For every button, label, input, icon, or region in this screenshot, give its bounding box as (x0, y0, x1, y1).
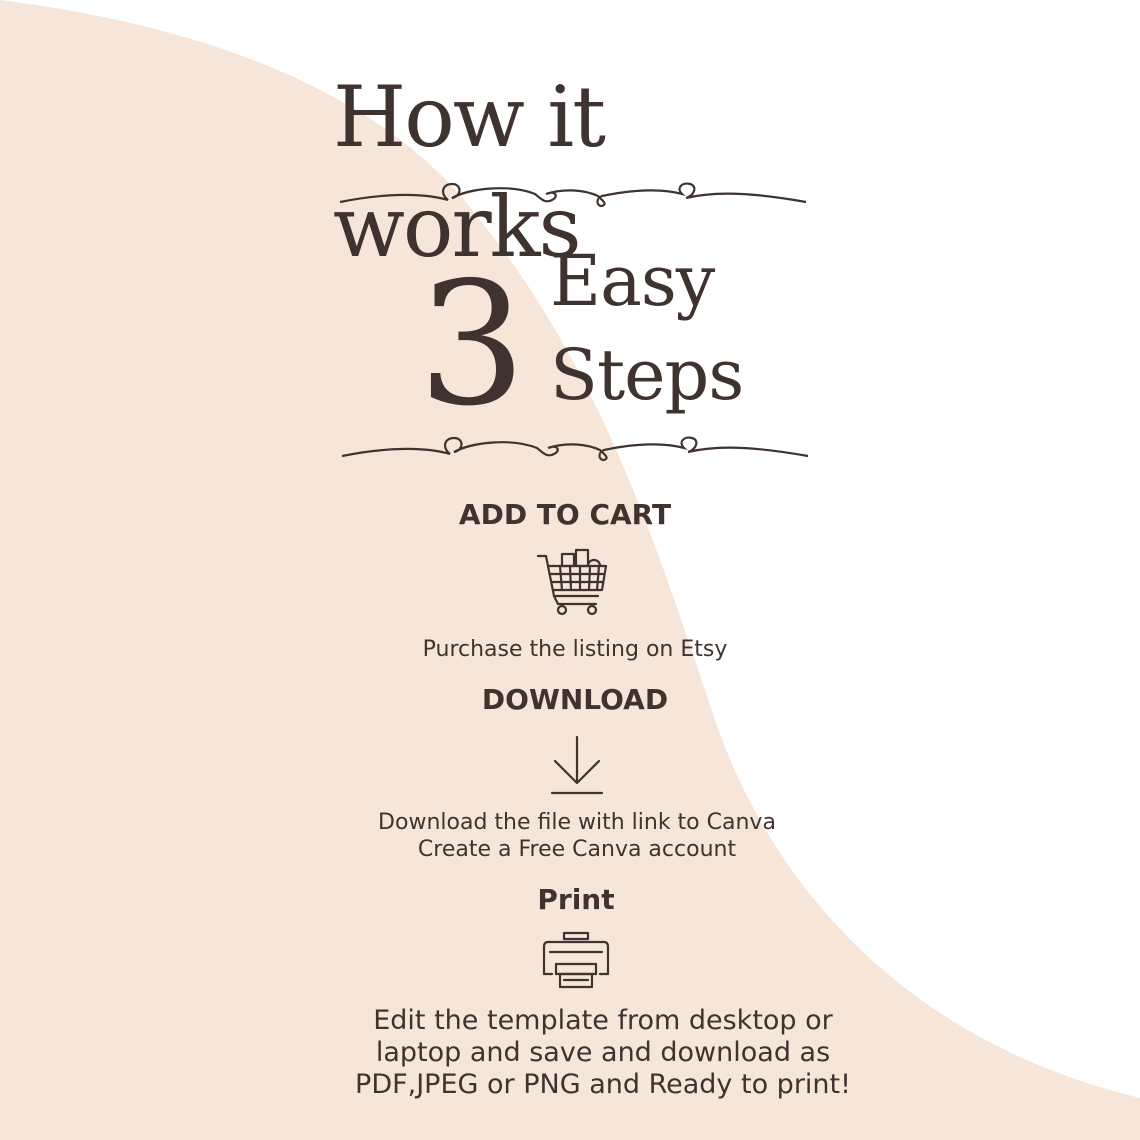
printer-icon (542, 930, 610, 990)
step-3-description-line-3: PDF,JPEG or PNG and Ready to print! (355, 1069, 851, 1100)
top-divider-ornament (340, 180, 806, 212)
download-icon (550, 735, 604, 797)
step-3-description-line-1: Edit the template from desktop or (373, 1005, 833, 1036)
page-title: How it works (333, 68, 605, 276)
steps-count-number: 3 (418, 246, 527, 444)
step-3-description-line-2: laptop and save and download as (375, 1037, 831, 1068)
step-2-description-line-2: Create a Free Canva account (417, 837, 737, 862)
shopping-cart-icon (536, 548, 610, 622)
step-1-description: Purchase the listing on Etsy (422, 637, 728, 662)
bottom-divider-ornament (342, 434, 808, 466)
step-2-description-line-1: Download the file with link to Canva (378, 810, 776, 835)
step-2-heading: DOWNLOAD (481, 683, 669, 716)
steps-word-easy: Easy (550, 240, 715, 322)
step-3-heading: Print (537, 883, 615, 916)
step-1-heading: ADD TO CART (458, 498, 672, 531)
steps-word-steps: Steps (550, 334, 744, 416)
